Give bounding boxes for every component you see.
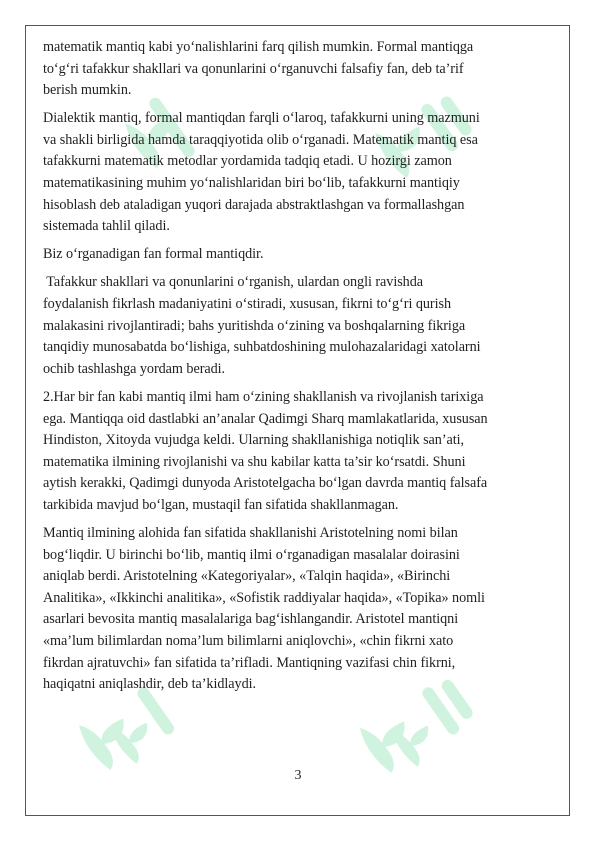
text-line: tafakkurni matematik metodlar yordamida tadqiq etadi. U hozirgi zamon	[43, 153, 452, 170]
text-line: Dialektik mantiq, formal mantiqdan farqli o‘laroq, tafakkurni uning mazmuni	[43, 110, 480, 127]
text-line: haqiqatni aniqlashdir, deb ta’kidlaydi.	[43, 676, 256, 693]
text-line: to‘g‘ri tafakkur shakllari va qonunlarini o‘rganuvchi falsafiy fan, deb ta’rif	[43, 60, 464, 77]
paragraph-6	[43, 523, 557, 696]
text-line: berish mumkin.	[43, 82, 132, 99]
text-line: 2.Har bir fan kabi mantiq ilmi ham o‘zining shakllanish va rivojlanish tarixiga	[43, 388, 484, 405]
paragraph-1	[43, 37, 557, 102]
text-line: tanqidiy munosabatda bo‘lishiga, suhbatdoshining mulohazalaridagi xatolarni	[43, 339, 481, 356]
text-line: Analitika», «Ikkinchi analitika», «Sofistik raddiyalar haqida», «Topika» nomli	[43, 589, 485, 606]
page-number: 3	[294, 768, 302, 783]
text-line: ochib tashlashga yordam beradi.	[43, 360, 226, 377]
text-line: malakasini rivojlantiradi; bahs yuritishda o‘zining va boshqalarning fikriga	[43, 317, 466, 334]
text-line: aniqlab berdi. Aristotelning «Kategoriyalar», «Talqin haqida», «Birinchi	[43, 568, 451, 585]
text-line: matematika ilmining rivojlanishi va shu kabilar katta ta’sir ko‘rsatdi. Shuni	[43, 453, 466, 470]
text-line: tarkibida mavjud bo‘lgan, mustaqil fan sifatida shakllanmagan.	[43, 496, 399, 513]
paragraph-2	[43, 108, 557, 238]
paragraph-3	[43, 244, 557, 266]
text-line: foydalanish fikrlash madaniyatini o‘stiradi, xususan, fikrni to‘g‘ri qurish	[43, 296, 452, 313]
text-line: hisoblash deb ataladigan yuqori darajada abstraktlashgan va formallashgan	[43, 196, 465, 213]
text-line: «ma’lum bilimlardan noma’lum bilimlarni aniqlovchi», «chin fikrni xato	[43, 632, 454, 649]
text-line: asarlari bevosita mantiq masalalariga bag‘ishlangandir. Aristotel mantiqni	[43, 611, 459, 628]
paragraph-4	[43, 272, 557, 380]
text-line: bog‘liqdir. U birinchi bo‘lib, mantiq ilmi o‘rganadigan masalalar doirasini	[43, 546, 460, 563]
text-line: ega. Mantiqqa oid dastlabki an’analar Qadimgi Sharq mamlakatlarida, xususan	[43, 410, 488, 427]
text-line: sistemada tahlil qiladi.	[43, 218, 170, 235]
text-line: Mantiq ilmining alohida fan sifatida shakllanishi Aristotelning nomi bilan	[43, 524, 458, 541]
text-line: Tafakkur shakllari va qonunlarini o‘rganish, ulardan ongli ravishda	[43, 274, 424, 291]
text-line: fikrdan ajratuvchi» fan sifatida ta’rifladi. Mantiqning vazifasi chin fikrni,	[43, 654, 456, 671]
paragraph-5	[43, 387, 557, 517]
text-line: Biz o‘rganadigan fan formal mantiqdir.	[43, 246, 264, 263]
document-body	[43, 37, 557, 702]
text-line: matematikasining muhim yo‘nalishlaridan biri bo‘lib, tafakkurni mantiqiy	[43, 175, 460, 192]
text-line: matematik mantiq kabi yo‘nalishlarini farq qilish mumkin. Formal mantiqga	[43, 39, 474, 55]
text-line: Hindiston, Xitoyda vujudga keldi. Ularning shakllanishiga notiqlik san’ati,	[43, 432, 465, 449]
text-line: va shakli birligida hamda taraqqiyotida olib o‘rganadi. Matematik mantiq esa	[43, 131, 478, 148]
text-line: aytish kerakki, Qadimgi dunyoda Aristotelgacha bo‘lgan davrda mantiq falsafa	[43, 475, 488, 492]
